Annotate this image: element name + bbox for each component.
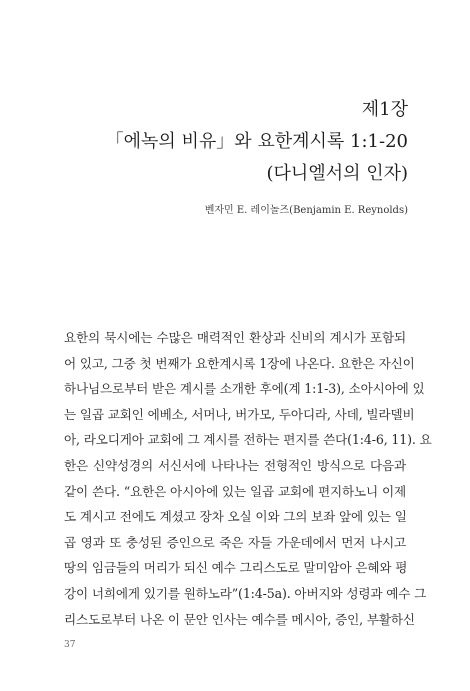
chapter-title: 「에녹의 비유」와 요한계시록 1:1-20: [105, 131, 408, 152]
body-paragraph: [64, 325, 432, 632]
text-line: 도 계시고 전에도 계셨고 장차 오실 이와 그의 보좌 앞에 있는 일: [64, 509, 407, 525]
text-line: 리스도로부터 나온 이 문안 인사는 예수를 메시아, 증인, 부활하신: [64, 611, 415, 627]
chapter-subtitle: (다니엘서의 인자): [266, 163, 408, 184]
text-line: 하나님으로부터 받은 계시를 소개한 후에(계 1:1-3), 소아시아에 있: [64, 381, 425, 397]
text-line: 어 있고, 그중 첫 번째가 요한계시록 1장에 나온다. 요한은 자신이: [64, 355, 415, 371]
text-line: 같이 쓴다. “요한은 아시아에 있는 일곱 교회에 편지하노니 이제: [64, 483, 406, 499]
author-byline: 벤자민 E. 레이놀즈(Benjamin E. Reynolds): [204, 205, 408, 216]
chapter-number: 제1장: [361, 99, 408, 120]
text-line: 한은 신약성경의 서신서에 나타나는 전형적인 방식으로 다음과: [64, 457, 406, 473]
page-number: 37: [64, 640, 76, 650]
text-line: 강이 너희에게 있기를 원하노라”(1:4-5a). 아버지와 성령과 예수 그: [64, 585, 427, 601]
text-line: 곱 영과 또 충성된 증인으로 죽은 자들 가운데에서 먼저 나시고: [64, 534, 406, 550]
text-line: 요한의 묵시에는 수많은 매력적인 환상과 신비의 계시가 포함되: [64, 330, 406, 345]
text-line: 아, 라오디게아 교회에 그 계시를 전하는 편지를 쓴다(1:4-6, 11). 요: [64, 432, 432, 448]
text-line: 는 일곱 교회인 에베소, 서머나, 버가모, 두아디라, 사데, 빌라델비: [64, 406, 415, 422]
text-line: 땅의 임금들의 머리가 되신 예수 그리스도로 말미암아 은혜와 평: [64, 560, 408, 576]
chapter-heading: [106, 94, 408, 190]
